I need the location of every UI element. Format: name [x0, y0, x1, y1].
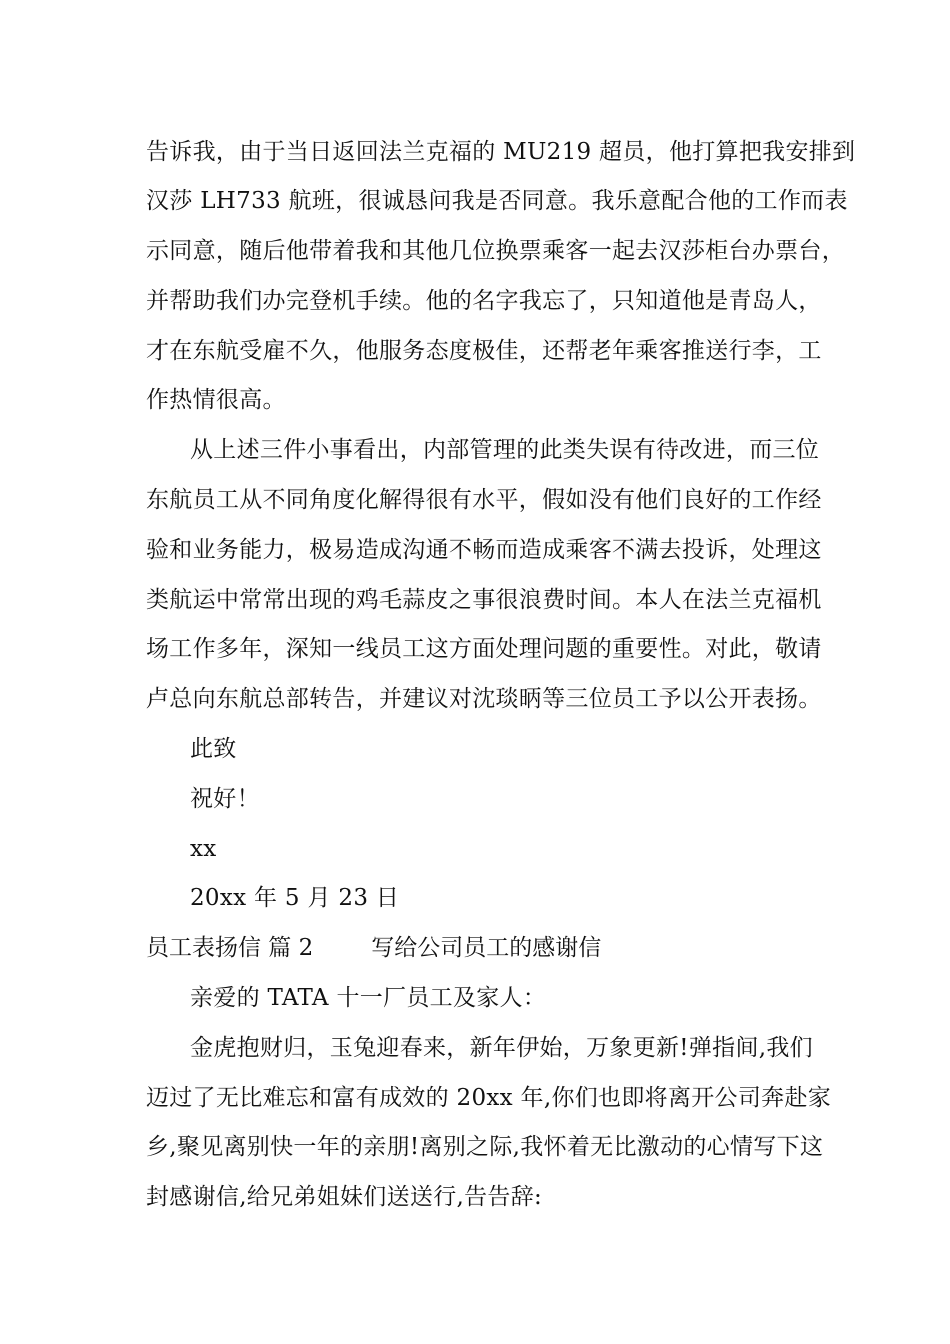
paragraph-2-line-6: 卢总向东航总部转告，并建议对沈琰昞等三位员工予以公开表扬。 [146, 686, 822, 712]
date-text: 20xx 年 5 月 23 日 [190, 885, 400, 911]
signature-text: xx [190, 836, 217, 862]
section-2-label: 员工表扬信 篇 2 [146, 935, 314, 961]
paragraph-1-line-1: 告诉我，由于当日返回法兰克福的 MU219 超员，他打算把我安排到 [146, 139, 856, 165]
paragraph-2-line-4: 类航运中常常出现的鸡毛蒜皮之事很浪费时间。本人在法兰克福机 [146, 587, 822, 613]
paragraph-1-line-2: 汉莎 LH733 航班，很诚恳问我是否同意。我乐意配合他的工作而表 [146, 188, 848, 214]
paragraph-1-line-5: 才在东航受雇不久，他服务态度极佳，还帮老年乘客推送行李，工 [146, 338, 822, 364]
section-2-heading [146, 933, 601, 963]
paragraph-3-line-4: 封感谢信,给兄弟姐妹们送送行,告告辞: [146, 1184, 543, 1210]
paragraph-3-line-1: 金虎抱财归，玉兔迎春来，新年伊始，万象更新!弹指间,我们 [190, 1035, 813, 1061]
paragraph-2-line-3: 验和业务能力，极易造成沟通不畅而造成乘客不满去投诉，处理这 [146, 537, 822, 563]
salutation-text: 亲爱的 TATA 十一厂员工及家人： [190, 985, 547, 1011]
paragraph-1-line-3: 示同意，随后他带着我和其他几位换票乘客一起去汉莎柜台办票台， [146, 238, 845, 264]
paragraph-1-line-6: 作热情很高。 [146, 387, 286, 413]
paragraph-3-line-2: 迈过了无比难忘和富有成效的 20xx 年,你们也即将离开公司奔赴家 [146, 1085, 832, 1111]
paragraph-1-line-4: 并帮助我们办完登机手续。他的名字我忘了，只知道他是青岛人， [146, 288, 822, 314]
closing-text: 此致 [190, 736, 237, 762]
paragraph-2-line-2: 东航员工从不同角度化解得很有水平，假如没有他们良好的工作经 [146, 487, 822, 513]
paragraph-3-line-3: 乡,聚见离别快一年的亲朋!离别之际,我怀着无比激动的心情写下这 [146, 1134, 824, 1160]
section-2-title: 写给公司员工的感谢信 [371, 935, 602, 961]
paragraph-2-line-5: 场工作多年，深知一线员工这方面处理问题的重要性。对此，敬请 [146, 636, 822, 662]
paragraph-2-line-1: 从上述三件小事看出，内部管理的此类失误有待改进，而三位 [190, 437, 820, 463]
wishes-text: 祝好！ [190, 786, 260, 812]
